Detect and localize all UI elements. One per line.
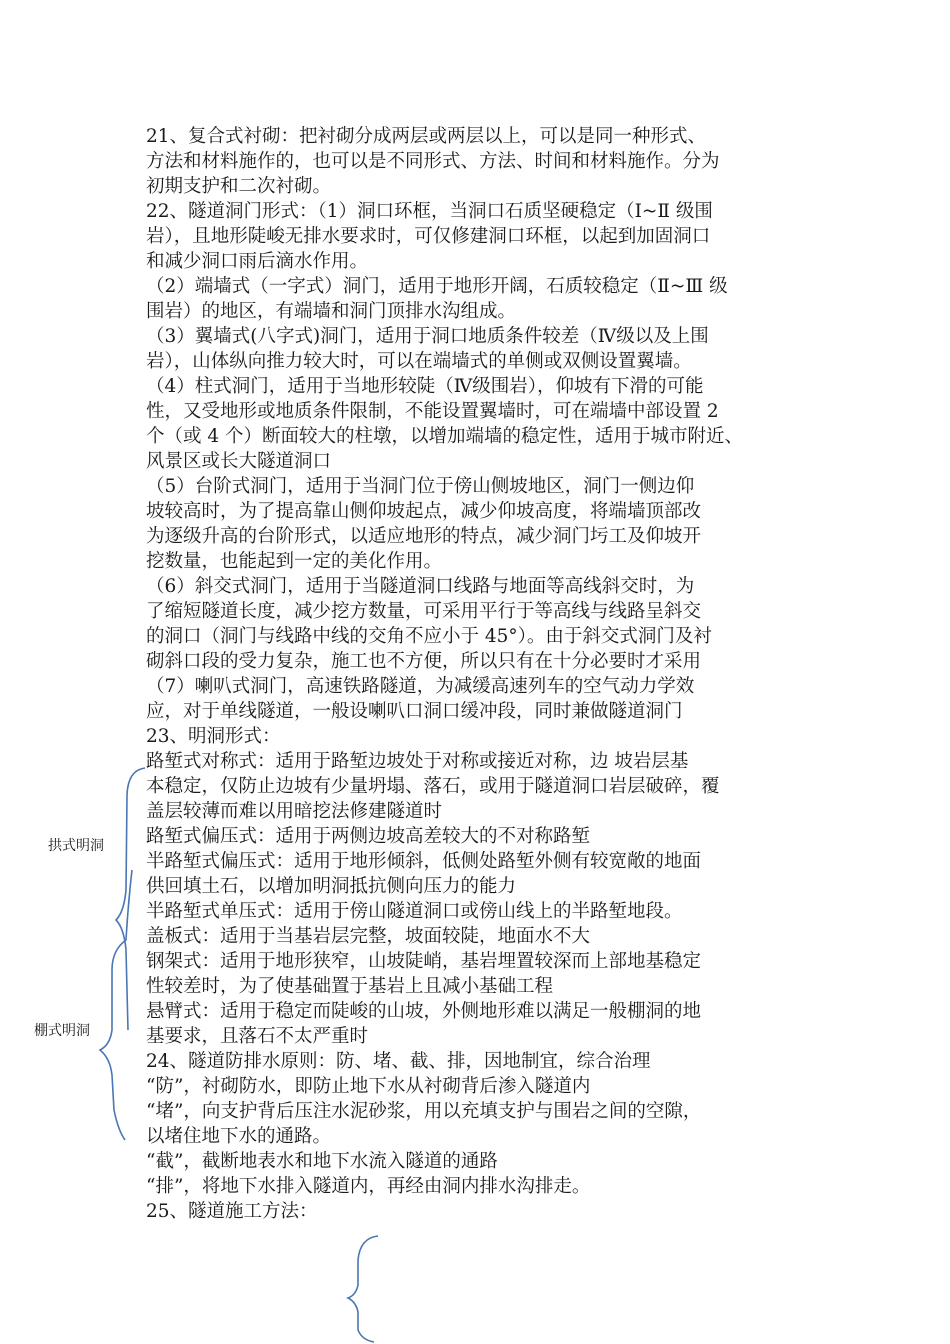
text-line: 风景区或长大隧道洞口 — [146, 451, 332, 472]
text-line: 方法和材料施作的，也可以是不同形式、方法、时间和材料施作。分为 — [146, 151, 720, 172]
text-line: 的洞口（洞门与线路中线的交角不应小于 45°）。由于斜交式洞门及衬 — [146, 626, 712, 647]
shed-open-cut-label: 棚式明洞 — [34, 1023, 90, 1039]
text-line: 供回填土石，以增加明洞抵抗侧向压力的能力 — [146, 876, 517, 897]
text-line: 盖板式：适用于当基岩层完整，坡面较陡，地面水不大 — [146, 926, 591, 947]
text-line: 性，又受地形或地质条件限制，不能设置翼墙时，可在端墙中部设置 2 — [146, 401, 719, 422]
text-line: 性较差时，为了使基础置于基岩上且减小基础工程 — [146, 976, 554, 997]
text-line: 本稳定，仅防止边坡有少量坍塌、落石，或用于隧道洞口岩层破碎，覆 — [146, 776, 720, 797]
text-line: 砌斜口段的受力复杂，施工也不方便，所以只有在十分必要时才采用 — [146, 651, 702, 672]
arch-brace — [116, 768, 145, 1030]
text-line: 岩），山体纵向推力较大时，可以在端墙式的单侧或双侧设置翼墙。 — [146, 351, 692, 372]
text-line: （3）翼墙式(八字式)洞门，适用于洞口地质条件较差（Ⅳ级以及上围 — [146, 326, 709, 347]
text-line: 坡较高时，为了提高靠山侧仰坡起点，减少仰坡高度，将端墙顶部改 — [146, 501, 702, 522]
text-line: （2）端墙式（一字式）洞门，适用于地形开阔，石质较稳定（Ⅱ~Ⅲ 级 — [146, 276, 728, 297]
text-line: 基要求，且落石不太严重时 — [146, 1026, 369, 1047]
text-line: 盖层较薄而难以用暗挖法修建隧道时 — [146, 801, 443, 822]
text-line: 岩），且地形陡峻无排水要求时，可仅修建洞口环框，以起到加固洞口 — [146, 226, 711, 247]
text-line: （6）斜交式洞门，适用于当隧道洞口线路与地面等高线斜交时，为 — [146, 576, 695, 597]
text-line: 钢架式：适用于地形狭窄，山坡陡峭，基岩埋置较深而上部地基稳定 — [146, 951, 702, 972]
text-line: 路堑式对称式：适用于路堑边坡处于对称或接近对称，边 坡岩层基 — [146, 751, 689, 772]
text-line: （7）喇叭式洞门，高速铁路隧道，为减缓高速列车的空气动力学效 — [146, 676, 695, 697]
text-line: 21、复合式衬砌：把衬砌分成两层或两层以上，可以是同一种形式、 — [146, 126, 707, 147]
text-line: 了缩短隧道长度，减少挖方数量，可采用平行于等高线与线路呈斜交 — [146, 601, 702, 622]
method-brace — [348, 1236, 378, 1342]
arch-open-cut-label: 拱式明洞 — [48, 838, 104, 854]
text-line: 24、隧道防排水原则：防、堵、截、排，因地制宜，综合治理 — [146, 1051, 651, 1072]
text-line: 悬臂式：适用于稳定而陡峻的山坡，外侧地形难以满足一般棚洞的地 — [146, 1001, 702, 1022]
text-line: 半路堑式偏压式：适用于地形倾斜，低侧处路堑外侧有较宽敞的地面 — [146, 851, 702, 872]
text-line: 初期支护和二次衬砌。 — [146, 176, 332, 197]
text-line: 25、隧道施工方法： — [146, 1201, 318, 1222]
text-line: “截”，截断地表水和地下水流入隧道的通路 — [146, 1151, 498, 1172]
text-line: （4）柱式洞门，适用于当地形较陡（Ⅳ级围岩），仰坡有下滑的可能 — [146, 376, 704, 397]
shed-brace — [100, 870, 132, 1140]
text-line: 半路堑式单压式：适用于傍山隧道洞口或傍山线上的半路堑地段。 — [146, 901, 683, 922]
text-line: 应，对于单线隧道，一般设喇叭口洞口缓冲段，同时兼做隧道洞门 — [146, 701, 683, 722]
text-line: “排”，将地下水排入隧道内，再经由洞内排水沟排走。 — [146, 1176, 591, 1197]
text-line: 个（或 4 个）断面较大的柱墩，以增加端墙的稳定性，适用于城市附近、 — [146, 426, 744, 447]
text-line: 和减少洞口雨后滴水作用。 — [146, 251, 369, 272]
text-line: 为逐级升高的台阶形式，以适应地形的特点，减少洞门圬工及仰坡开 — [146, 526, 702, 547]
text-line: 23、明洞形式： — [146, 726, 281, 747]
text-line: 22、隧道洞门形式：（1）洞口环框，当洞口石质坚硬稳定（Ⅰ~Ⅱ 级围 — [146, 201, 713, 222]
text-line: 围岩）的地区，有端墙和洞门顶排水沟组成。 — [146, 301, 517, 322]
text-line: 路堑式偏压式：适用于两侧边坡高差较大的不对称路堑 — [146, 826, 591, 847]
text-line: “堵”，向支护背后压注水泥砂浆，用以充填支护与围岩之间的空隙， — [146, 1101, 702, 1122]
text-line: （5）台阶式洞门，适用于当洞门位于傍山侧坡地区，洞门一侧边仰 — [146, 476, 695, 497]
text-line: “防”，衬砌防水，即防止地下水从衬砌背后渗入隧道内 — [146, 1076, 591, 1097]
text-line: 以堵住地下水的通路。 — [146, 1126, 332, 1147]
text-line: 挖数量，也能起到一定的美化作用。 — [146, 551, 443, 572]
